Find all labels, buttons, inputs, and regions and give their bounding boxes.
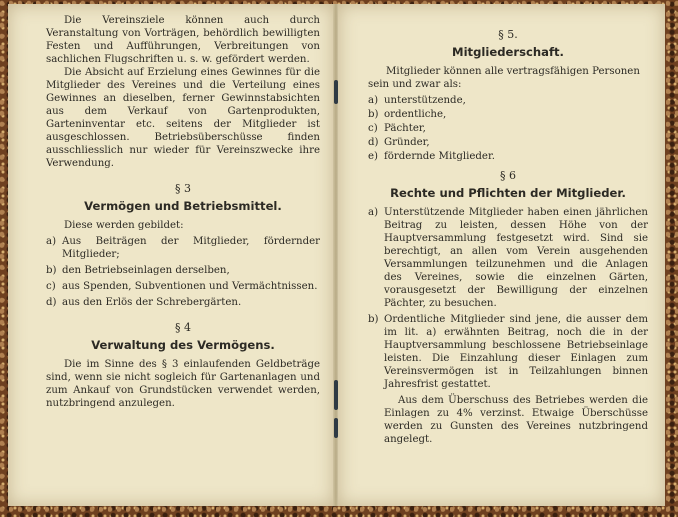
section-4-title: Verwaltung des Vermögens. — [91, 338, 275, 352]
list-item — [46, 280, 320, 293]
item-text: Pächter, — [384, 123, 426, 134]
item-label: c) — [368, 123, 378, 134]
list-item — [46, 264, 320, 277]
section-6-number: § 6 — [500, 169, 516, 182]
item-text: Ordentliche Mitglieder sind jene, die ausser dem im lit. a) erwähnten Beitrag, noch die in der Hauptversammlung beschlossene Betriebseinlage leisten. Die Einzahlung dieser Einlagen zum Vereinsvermögen ist in Teilzahlungen binnen Jahresfrist gestattet. — [384, 314, 648, 390]
item-label: b) — [368, 314, 379, 325]
item-text: Unterstützende Mitglieder haben einen jährlichen Beitrag zu leisten, dessen Höhe von der Hauptversammlung festgesetzt wird. Sind sie berechtigt, an allen vom Verein ausgehenden Versammlungen teilzunehmen und die Anlagen des Vereines, sowie die einzelnen Gärten, vorausgesetzt der Bewilligung der einzelnen Pächter, zu besuchen. — [384, 207, 648, 309]
list-item — [46, 235, 320, 261]
item-label: b) — [368, 109, 379, 120]
section-3-intro: Diese werden gebildet: — [64, 220, 184, 231]
item-text: aus Spenden, Subventionen und Vermächtnissen. — [62, 281, 318, 292]
section-5-title: Mitgliederschaft. — [452, 45, 564, 59]
paragraph-vereinsziele: Die Vereinsziele können auch durch Veranstaltung von Vorträgen, behördlich bewilligten Festen und Aufführungen, Verbreitungen von sachlichen Flugschriften u. s. w. gefördert werden. — [46, 15, 320, 65]
list-item — [368, 122, 648, 135]
section-3-title: Vermögen und Betriebsmittel. — [84, 199, 282, 213]
section-5-intro: Mitglieder können alle vertragsfähigen Personen sein und zwar als: — [368, 66, 640, 90]
left-page-content — [46, 14, 320, 410]
list-item — [368, 94, 648, 107]
item-text: Aus Beiträgen der Mitglieder, fördernder Mitglieder; — [62, 236, 320, 260]
item-label: a) — [368, 95, 379, 106]
item-label: c) — [46, 281, 56, 292]
item-text: Gründer, — [384, 137, 430, 148]
item-text: unterstützende, — [384, 95, 466, 106]
list-item — [46, 296, 320, 309]
list-item — [368, 150, 648, 163]
section-4-number: § 4 — [175, 321, 191, 334]
section-6-closing: Aus dem Überschuss des Betriebes werden die Einlagen zu 4% verzinst. Etwaige Überschüsse werden zu Gunsten des Vereines nutzbringend angelegt. — [384, 395, 648, 445]
item-text: ordentliche, — [384, 109, 447, 120]
item-label: d) — [368, 137, 379, 148]
item-label: d) — [46, 297, 57, 308]
section-6-title: Rechte und Pflichten der Mitglieder. — [390, 186, 626, 200]
right-page — [338, 4, 665, 506]
item-label: a) — [46, 236, 57, 247]
section-3-number: § 3 — [175, 182, 191, 195]
section-5-number: § 5. — [498, 28, 518, 41]
list-item — [368, 206, 648, 310]
item-label: a) — [368, 207, 379, 218]
section-4-text: Die im Sinne des § 3 einlaufenden Geldbeträge sind, wenn sie nicht sogleich für Gartenanlagen und zum Ankauf von Grundstücken verwendet werden, nutzbringend anzulegen. — [46, 359, 320, 409]
list-item — [368, 313, 648, 391]
left-page — [8, 4, 334, 506]
right-page-content — [368, 28, 648, 446]
item-text: fördernde Mitglieder. — [384, 151, 495, 162]
item-text: den Betriebseinlagen derselben, — [62, 265, 230, 276]
list-item — [368, 136, 648, 149]
paragraph-gewinnabsicht: Die Absicht auf Erzielung eines Gewinnes für die Mitglieder des Vereines und die Verteilung eines Gewinnes an dieselben, ferner Gewinnstabsichten aus dem Verkauf von Gartenprodukten, Garteninventar etc. seitens der Mitglieder ist ausgeschlossen. Betriebsüberschüsse finden ausschliesslich nur wieder für Vereinszwecke ihre Verwendung. — [46, 67, 320, 169]
list-item — [368, 108, 648, 121]
item-text: aus den Erlös der Schrebergärten. — [62, 297, 242, 308]
item-label: b) — [46, 265, 57, 276]
item-label: e) — [368, 151, 379, 162]
